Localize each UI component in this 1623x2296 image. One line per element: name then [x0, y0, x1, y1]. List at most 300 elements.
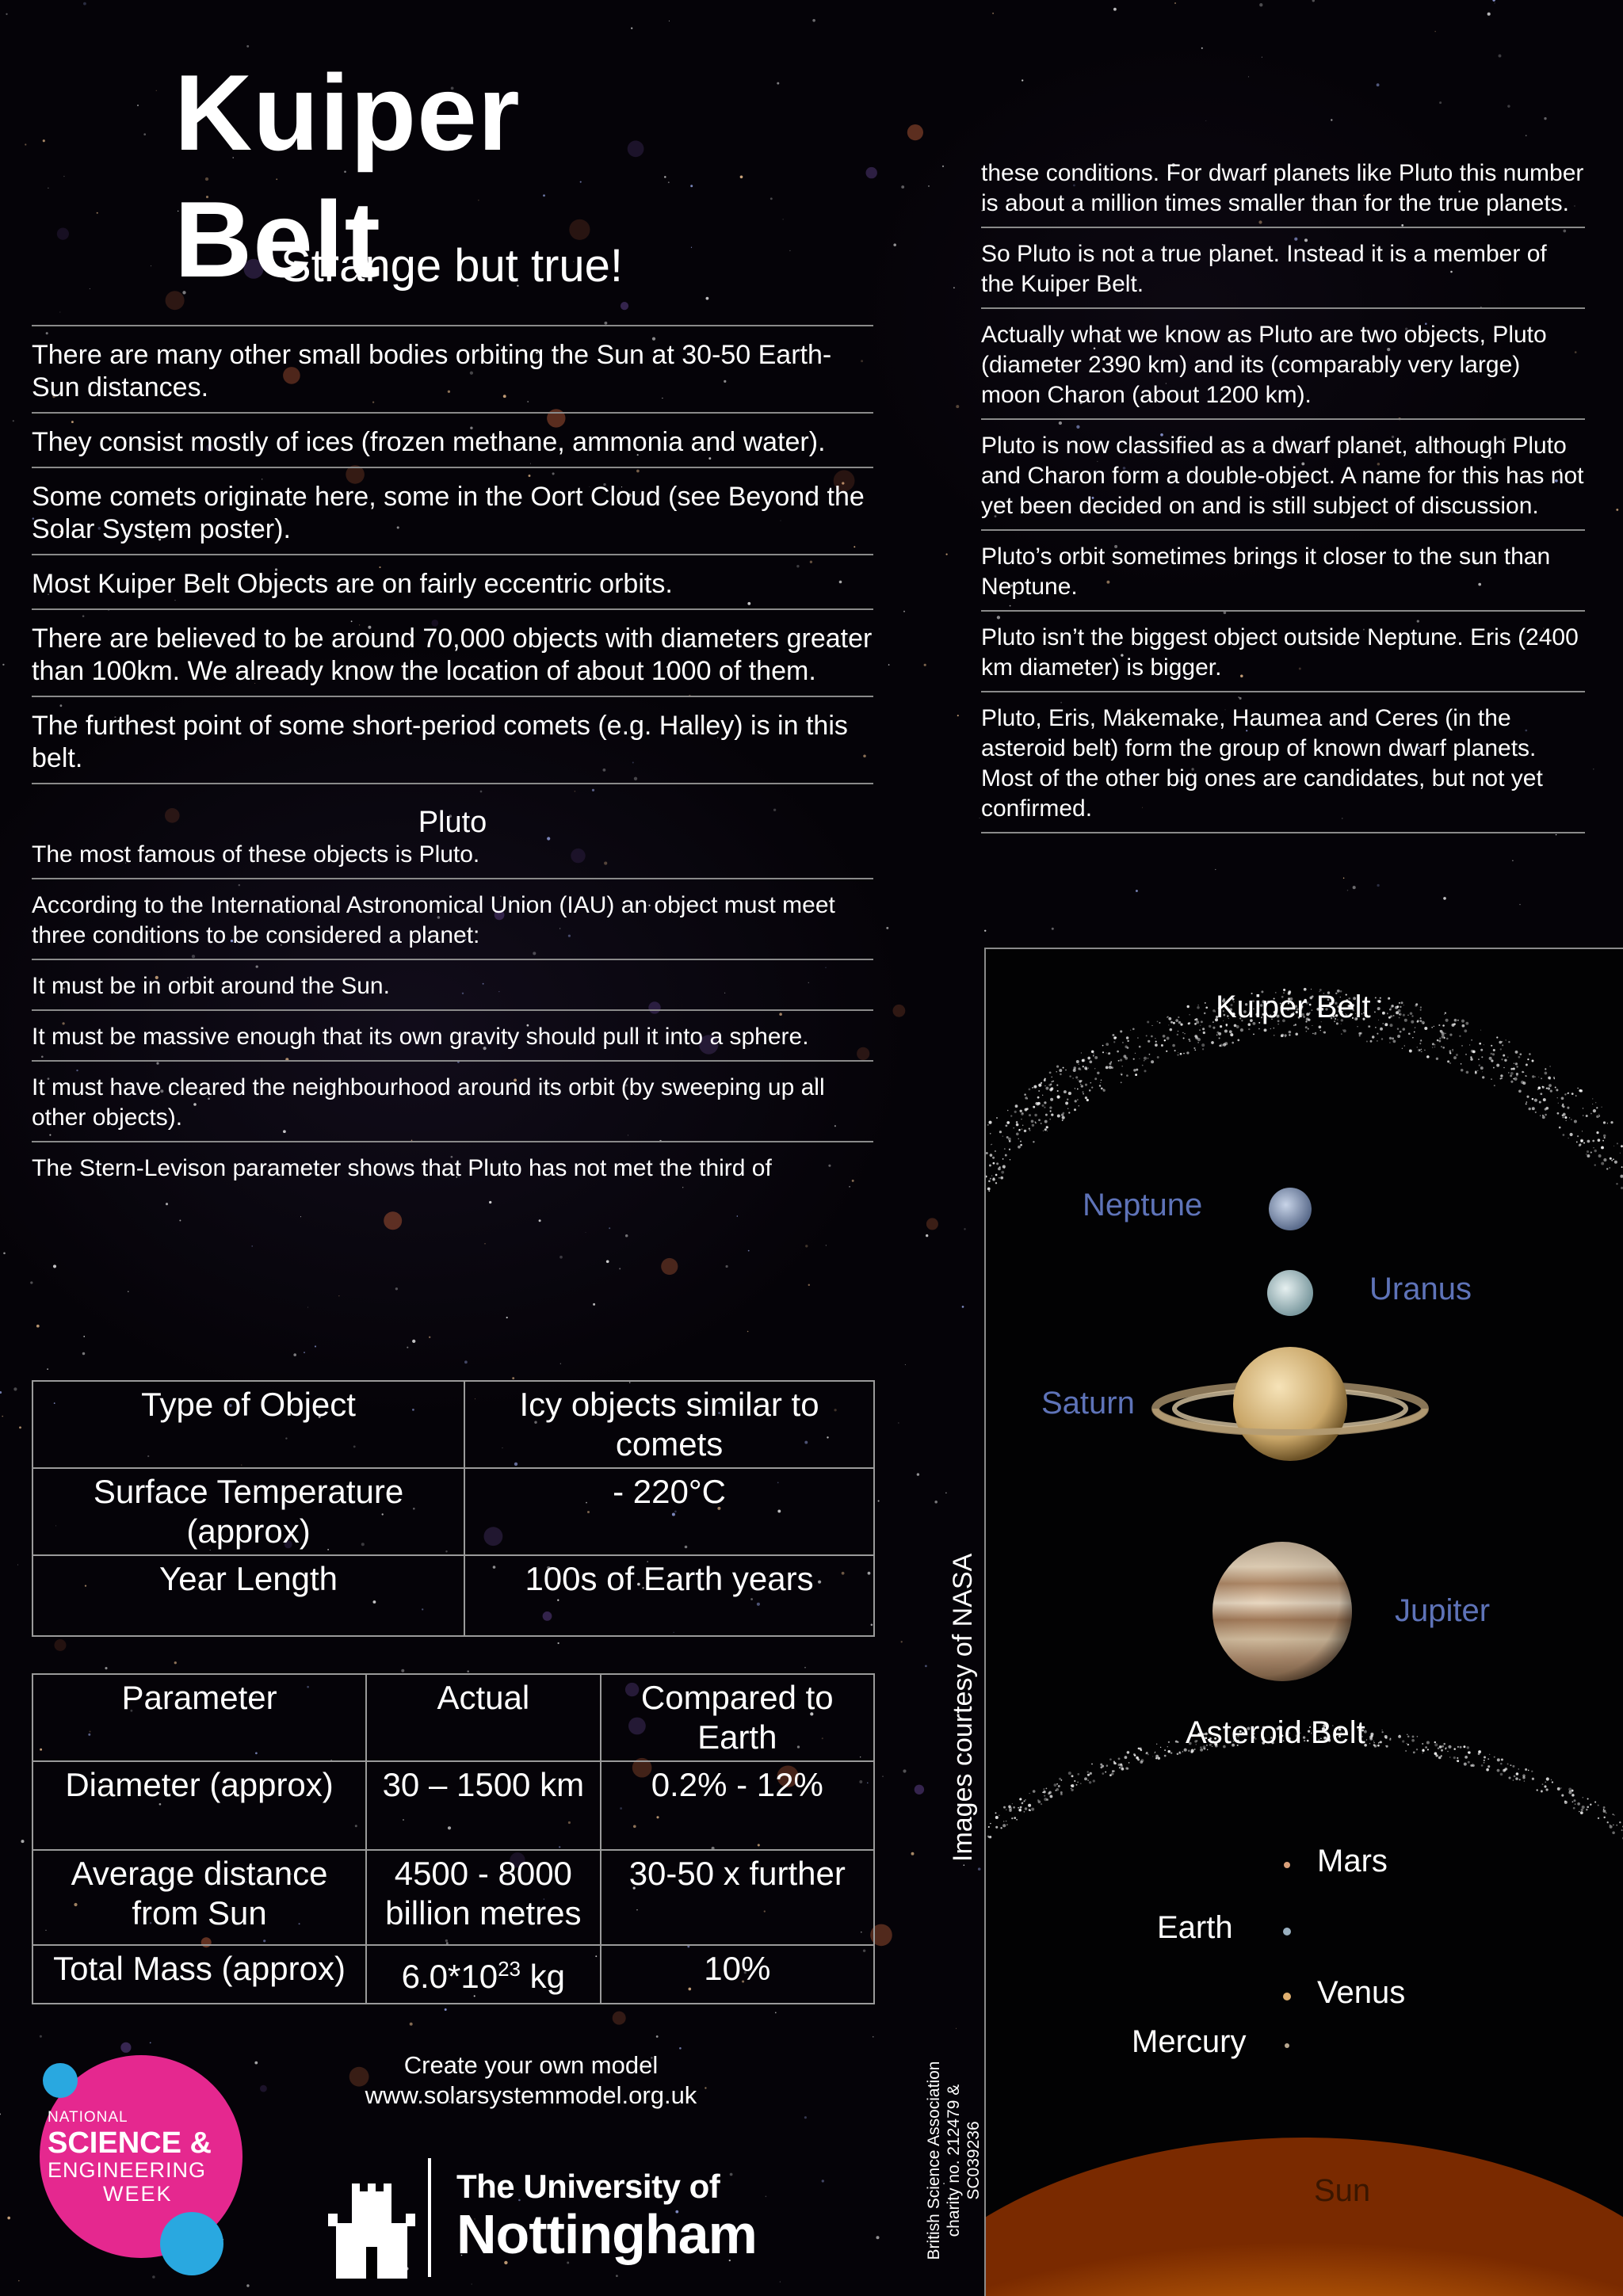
jupiter-icon: [1212, 1542, 1352, 1681]
star: [1205, 120, 1206, 121]
belt-particle: [1531, 1771, 1533, 1772]
belt-particle: [1453, 1056, 1457, 1059]
belt-particle: [1139, 1046, 1141, 1048]
star: [1248, 76, 1249, 77]
belt-particle: [1151, 1035, 1153, 1038]
belt-particle: [1369, 1026, 1370, 1027]
belt-particle: [1377, 1745, 1380, 1747]
belt-particle: [1071, 1784, 1074, 1787]
star: [506, 1317, 508, 1318]
star: [984, 930, 986, 932]
belt-particle: [1513, 1078, 1514, 1080]
belt-particle: [1057, 1095, 1060, 1098]
star: [179, 1220, 181, 1222]
belt-particle: [1475, 1070, 1477, 1073]
belt-particle: [1118, 1060, 1120, 1062]
belt-particle: [1512, 1765, 1514, 1768]
belt-particle: [1445, 1019, 1449, 1022]
belt-particle: [1399, 1734, 1400, 1736]
belt-particle: [1097, 1072, 1099, 1074]
belt-particle: [1074, 1780, 1075, 1782]
pluto-paragraph: Pluto, Eris, Makemake, Haumea and Ceres (in the asteroid belt) form the group of known dwarf planets. Most of the other big ones are candidates, but not yet confirmed.: [981, 692, 1585, 833]
belt-particle: [1472, 1764, 1474, 1767]
belt-particle: [1563, 1134, 1565, 1136]
belt-particle: [1586, 1115, 1588, 1117]
belt-particle: [1384, 1735, 1388, 1738]
belt-particle: [1535, 1112, 1537, 1113]
belt-particle: [1133, 1058, 1135, 1060]
belt-particle: [1397, 1028, 1400, 1030]
belt-particle: [1508, 1072, 1510, 1074]
belt-particle: [1184, 1033, 1185, 1034]
star: [410, 2023, 413, 2026]
belt-particle: [1598, 1154, 1602, 1158]
belt-particle: [1088, 1068, 1089, 1069]
belt-particle: [1029, 1089, 1031, 1091]
belt-particle: [1122, 1042, 1124, 1043]
star: [619, 1268, 621, 1269]
belt-particle: [1019, 1129, 1021, 1131]
belt-particle: [1510, 1764, 1512, 1766]
star: [956, 2028, 957, 2029]
belt-particle: [1603, 1817, 1605, 1818]
mercury-icon: [1285, 2043, 1289, 2048]
belt-particle: [1029, 1810, 1031, 1812]
belt-particle: [1516, 1066, 1518, 1067]
belt-particle: [1557, 1097, 1558, 1098]
belt-particle: [1219, 1037, 1220, 1039]
star: [2, 1416, 3, 1417]
star: [1022, 79, 1023, 81]
star: [1443, 897, 1446, 900]
belt-particle: [1274, 1035, 1275, 1036]
belt-particle: [1564, 1801, 1566, 1802]
neptune-label: Neptune: [1083, 1188, 1203, 1222]
belt-particle: [1596, 1107, 1598, 1108]
belt-particle: [1102, 1045, 1104, 1047]
belt-particle: [1594, 1164, 1596, 1165]
belt-particle: [988, 1121, 991, 1124]
belt-particle: [1489, 1754, 1490, 1755]
belt-particle: [1197, 1042, 1199, 1043]
belt-particle: [1452, 1051, 1453, 1052]
belt-particle: [1002, 1824, 1006, 1827]
galaxy: [926, 1218, 938, 1230]
belt-particle: [1542, 1086, 1545, 1089]
belt-particle: [1532, 1778, 1534, 1780]
belt-particle: [1010, 1115, 1012, 1116]
belt-particle: [1452, 1049, 1453, 1051]
belt-particle: [1178, 1021, 1181, 1024]
belt-particle: [1519, 1779, 1521, 1780]
belt-particle: [1444, 1014, 1445, 1015]
belt-particle: [1384, 1023, 1388, 1026]
model-note: [317, 2050, 745, 2111]
belt-particle: [1024, 1130, 1026, 1132]
belt-particle: [1414, 1032, 1415, 1033]
star: [13, 1387, 17, 1390]
belt-particle: [1610, 1825, 1613, 1829]
belt-particle: [1507, 1764, 1509, 1765]
belt-particle: [1468, 1761, 1470, 1764]
belt-particle: [1155, 1041, 1157, 1043]
belt-particle: [1046, 1788, 1048, 1790]
star: [63, 176, 64, 177]
star: [903, 1769, 906, 1772]
star: [911, 1852, 915, 1855]
belt-particle: [1496, 1064, 1499, 1067]
belt-particle: [1028, 1804, 1031, 1807]
belt-particle: [1195, 1036, 1198, 1039]
star: [888, 664, 890, 666]
table-cell: Icy objects similar to comets: [464, 1381, 874, 1468]
belt-particle: [1177, 1054, 1178, 1055]
table-cell: 30-50 x further: [601, 1850, 874, 1945]
star: [13, 420, 14, 421]
belt-particle: [1500, 1763, 1503, 1765]
belt-particle: [1478, 1058, 1480, 1060]
belt-particle: [1008, 1138, 1011, 1141]
belt-particle: [995, 1174, 998, 1177]
belt-particle: [1377, 1033, 1378, 1035]
belt-particle: [1443, 1743, 1445, 1745]
saturn-label: Saturn: [1041, 1386, 1135, 1421]
belt-particle: [1558, 1103, 1559, 1104]
belt-particle: [987, 1188, 991, 1191]
belt-particle: [995, 1150, 996, 1152]
belt-particle: [1060, 1074, 1062, 1076]
star: [1377, 884, 1379, 887]
star: [166, 1203, 168, 1205]
belt-particle: [1089, 1089, 1091, 1092]
belt-particle: [1515, 1062, 1518, 1065]
belt-particle: [1497, 1758, 1500, 1761]
belt-particle: [1388, 997, 1390, 1000]
belt-particle: [1148, 1058, 1149, 1059]
table-cell: Diameter (approx): [32, 1761, 366, 1850]
belt-particle: [1546, 1088, 1547, 1089]
belt-particle: [1542, 1783, 1544, 1785]
belt-particle: [1582, 1797, 1583, 1798]
belt-particle: [1106, 1764, 1109, 1767]
belt-particle: [1556, 1089, 1558, 1091]
belt-particle: [1041, 1123, 1042, 1124]
belt-particle: [1532, 1075, 1534, 1077]
model-note-text: Create your own model: [403, 2051, 659, 2079]
belt-particle: [1375, 997, 1377, 998]
star: [559, 1256, 563, 1259]
star: [40, 2035, 42, 2038]
belt-particle: [1399, 1013, 1400, 1015]
belt-particle: [1435, 1754, 1438, 1756]
mercury-label: Mercury: [1132, 2024, 1247, 2059]
belt-particle: [1596, 1116, 1599, 1119]
pluto-paragraph: According to the International Astronomical Union (IAU) an object must meet three conditions to be considered a planet:: [32, 879, 873, 960]
belt-particle: [1508, 1041, 1510, 1043]
belt-particle: [1320, 1030, 1321, 1031]
belt-particle: [1482, 1071, 1483, 1072]
belt-particle: [1479, 1751, 1480, 1753]
belt-particle: [1125, 1046, 1127, 1048]
star: [964, 1228, 965, 1230]
belt-particle: [1554, 1078, 1555, 1079]
belt-particle: [1504, 1059, 1507, 1062]
belt-particle: [1202, 1028, 1205, 1030]
galaxy: [866, 167, 877, 178]
belt-particle: [1093, 1055, 1094, 1057]
star: [558, 1642, 559, 1644]
star: [992, 13, 994, 14]
belt-particle: [1182, 1032, 1183, 1033]
venus-label: Venus: [1317, 1975, 1406, 2010]
belt-particle: [1374, 1745, 1377, 1748]
belt-particle: [1415, 1003, 1418, 1005]
belt-particle: [1427, 1749, 1429, 1750]
belt-particle: [1441, 1749, 1443, 1752]
star: [822, 2180, 824, 2182]
castle-icon: [328, 2183, 415, 2279]
belt-particle: [1399, 1002, 1400, 1004]
belt-particle: [1016, 1121, 1018, 1123]
belt-particle: [1018, 1807, 1019, 1809]
belt-particle: [1011, 1817, 1013, 1819]
belt-particle: [1043, 1791, 1045, 1793]
star: [1519, 904, 1520, 905]
belt-particle: [1561, 1794, 1564, 1797]
belt-particle: [1381, 1038, 1383, 1039]
star: [412, 1340, 415, 1343]
belt-particle: [1389, 1009, 1392, 1011]
belt-particle: [1534, 1076, 1536, 1077]
belt-particle: [1587, 1150, 1589, 1153]
belt-particle: [1170, 1021, 1173, 1024]
belt-particle: [1501, 1759, 1503, 1761]
belt-particle: [1083, 1093, 1084, 1095]
belt-particle: [1603, 1135, 1606, 1137]
belt-particle: [1118, 1757, 1121, 1760]
belt-particle: [1029, 1128, 1030, 1130]
belt-particle: [1121, 1066, 1123, 1067]
belt-particle: [1612, 1832, 1615, 1835]
belt-particle: [1193, 1047, 1195, 1049]
star: [1331, 119, 1332, 120]
belt-particle: [1480, 1066, 1484, 1070]
belt-particle: [1059, 1069, 1062, 1072]
belt-particle: [1051, 1113, 1053, 1116]
star: [957, 715, 959, 716]
belt-particle: [993, 1162, 995, 1165]
belt-particle: [1598, 1114, 1599, 1115]
belt-particle: [1395, 1006, 1398, 1009]
belt-particle: [1156, 1744, 1157, 1745]
star: [893, 243, 896, 246]
star: [512, 1377, 514, 1379]
belt-particle: [1562, 1104, 1564, 1105]
belt-particle: [1457, 1760, 1459, 1762]
belt-particle: [1468, 1751, 1470, 1753]
belt-particle: [1045, 1087, 1048, 1090]
belt-particle: [1617, 1142, 1618, 1144]
belt-particle: [1620, 1153, 1621, 1154]
belt-particle: [987, 1124, 989, 1126]
belt-particle: [1157, 1056, 1159, 1058]
belt-particle: [1109, 1066, 1112, 1069]
belt-particle: [1446, 1038, 1449, 1040]
belt-particle: [1046, 1126, 1048, 1128]
belt-particle: [1074, 1108, 1076, 1111]
belt-particle: [1411, 1020, 1414, 1024]
star: [1507, 105, 1510, 107]
star: [407, 1347, 408, 1348]
belt-particle: [1380, 1741, 1382, 1743]
belt-particle: [1044, 1079, 1046, 1081]
belt-particle: [1564, 1093, 1566, 1095]
belt-particle: [1434, 1044, 1435, 1045]
belt-particle: [1420, 1006, 1422, 1008]
table-cell: Average distance from Sun: [32, 1850, 366, 1945]
belt-particle: [1201, 1020, 1203, 1023]
earth-label: Earth: [1157, 1910, 1233, 1945]
belt-particle: [1438, 1024, 1440, 1026]
belt-particle: [1491, 1053, 1493, 1055]
belt-particle: [1094, 1056, 1098, 1059]
belt-particle: [1023, 1800, 1025, 1802]
belt-particle: [1041, 1803, 1042, 1805]
belt-particle: [1151, 1060, 1154, 1063]
belt-particle: [1419, 1043, 1421, 1044]
belt-particle: [1580, 1811, 1583, 1814]
model-note-link[interactable]: www.solarsystemmodel.org.uk: [365, 2081, 697, 2109]
belt-particle: [991, 1144, 992, 1145]
belt-particle: [1389, 1042, 1390, 1043]
star: [246, 45, 249, 48]
star: [926, 1234, 928, 1237]
belt-particle: [1127, 1040, 1128, 1042]
belt-particle: [1199, 1029, 1201, 1031]
belt-particle: [1049, 1794, 1052, 1798]
star: [1544, 117, 1546, 120]
belt-particle: [1366, 1739, 1367, 1740]
star: [1347, 890, 1349, 891]
nsew-line: NATIONAL: [48, 2109, 128, 2126]
galaxy: [907, 124, 923, 140]
belt-particle: [1548, 1077, 1551, 1080]
star: [30, 1281, 32, 1283]
belt-particle: [1099, 1085, 1101, 1086]
belt-particle: [1189, 1040, 1190, 1042]
belt-particle: [1461, 1069, 1464, 1072]
belt-particle: [1196, 1020, 1199, 1024]
belt-particle: [1406, 1743, 1407, 1744]
belt-particle: [1005, 1154, 1007, 1157]
belt-particle: [1202, 1048, 1204, 1050]
belt-particle: [1020, 1110, 1022, 1112]
belt-particle: [1342, 1029, 1343, 1030]
belt-particle: [1065, 1102, 1068, 1105]
belt-particle: [1077, 1099, 1078, 1100]
belt-particle: [1042, 1095, 1043, 1096]
belt-particle: [1447, 1751, 1448, 1752]
belt-particle: [1545, 1114, 1547, 1116]
belt-particle: [1420, 1017, 1422, 1019]
belt-particle: [1610, 1158, 1612, 1160]
belt-particle: [1472, 1051, 1476, 1054]
belt-particle: [1401, 1001, 1403, 1004]
belt-particle: [1186, 1051, 1189, 1054]
belt-particle: [1568, 1093, 1569, 1094]
belt-particle: [1270, 1028, 1271, 1029]
belt-particle: [1034, 1114, 1037, 1116]
belt-particle: [1126, 1036, 1129, 1039]
belt-particle: [1006, 1125, 1008, 1127]
belt-particle: [1572, 1801, 1574, 1802]
belt-particle: [1529, 1108, 1531, 1110]
belt-particle: [1149, 1054, 1151, 1055]
table-header: Compared to Earth: [601, 1674, 874, 1761]
belt-particle: [1564, 1116, 1567, 1119]
belt-particle: [1164, 1039, 1166, 1041]
belt-particle: [1090, 1772, 1092, 1775]
belt-particle: [1420, 1009, 1422, 1011]
belt-particle: [989, 1836, 991, 1838]
belt-particle: [1197, 1006, 1200, 1009]
object-info-table: [32, 1380, 875, 1637]
university-name-line1: The University of: [456, 2168, 720, 2205]
belt-particle: [1523, 1072, 1524, 1073]
belt-particle: [1487, 1758, 1489, 1760]
belt-particle: [1048, 1791, 1052, 1794]
star: [804, 1667, 806, 1669]
mars-label: Mars: [1317, 1844, 1388, 1878]
nsew-line: WEEK: [103, 2182, 173, 2206]
belt-particle: [1386, 1745, 1388, 1748]
belt-particle: [1050, 1098, 1053, 1101]
belt-particle: [1372, 1035, 1374, 1038]
belt-particle: [1160, 1747, 1161, 1748]
belt-particle: [1461, 1020, 1465, 1023]
belt-particle: [1532, 1098, 1534, 1100]
belt-particle: [1460, 1746, 1462, 1749]
belt-particle: [1033, 1790, 1036, 1793]
belt-particle: [1404, 1019, 1407, 1022]
belt-particle: [1602, 1140, 1604, 1142]
table-cell: [366, 1945, 600, 2004]
star: [560, 1363, 561, 1364]
belt-particle: [1051, 1081, 1052, 1082]
belt-particle: [1484, 1760, 1485, 1761]
belt-particle: [1543, 1098, 1546, 1101]
page-subtitle: Strange but true!: [280, 240, 624, 292]
star: [18, 2280, 20, 2282]
belt-particle: [1022, 1125, 1023, 1126]
belt-particle: [1491, 1045, 1492, 1047]
belt-particle: [1134, 1754, 1136, 1756]
belt-particle: [1570, 1133, 1573, 1136]
belt-particle: [1487, 1765, 1490, 1768]
belt-particle: [1002, 1135, 1003, 1136]
belt-particle: [1024, 1811, 1025, 1813]
belt-particle: [1514, 1775, 1516, 1778]
belt-particle: [1375, 1027, 1376, 1028]
belt-particle: [1440, 1030, 1442, 1032]
belt-particle: [988, 1826, 990, 1828]
belt-particle: [1598, 1805, 1599, 1806]
belt-particle: [1111, 1772, 1113, 1775]
galaxy: [893, 1005, 906, 1017]
belt-particle: [1453, 1748, 1456, 1750]
belt-particle: [1146, 1035, 1148, 1036]
star: [97, 212, 98, 214]
